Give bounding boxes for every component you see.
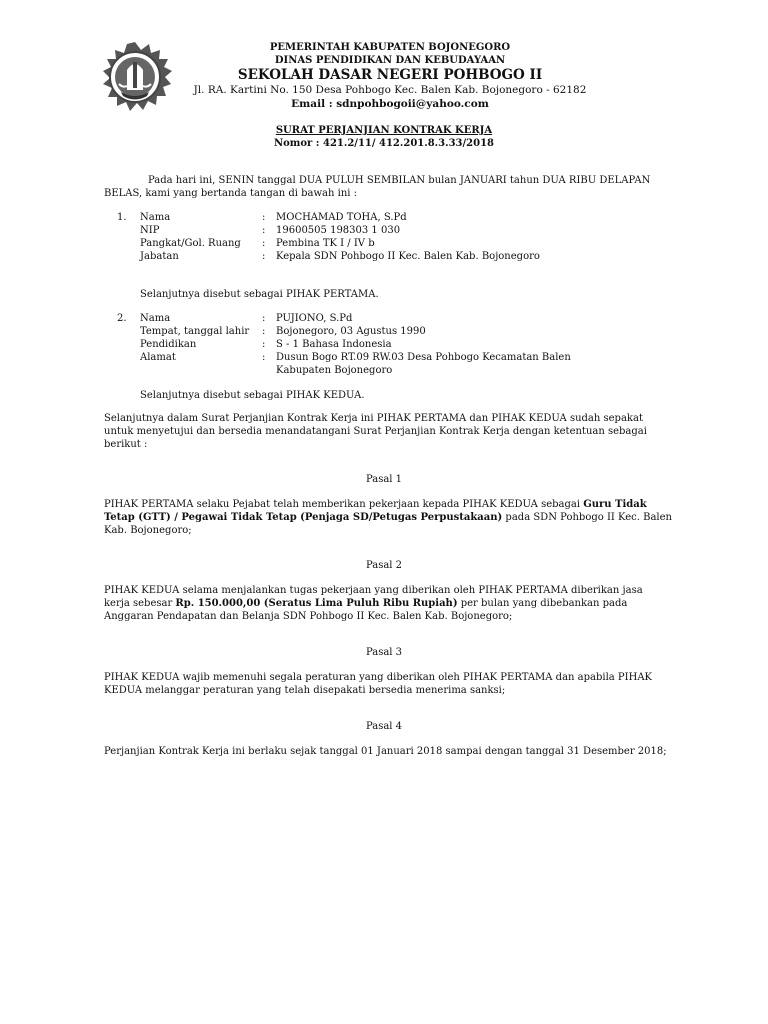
- party1-note: Selanjutnya disebut sebagai PIHAK PERTAMA.: [140, 289, 379, 300]
- party2-value-education: S - 1 Bahasa Indonesia: [276, 339, 392, 350]
- pasal-2-amount: Rp. 150.000,00 (Seratus Lima Puluh Ribu Rupiah): [175, 598, 458, 609]
- pasal-1-bold: Tetap (GTT) / Pegawai Tidak Tetap (Penjaga SD/Petugas Perpustakaan): [104, 512, 503, 523]
- party1-number: 1.: [117, 212, 127, 223]
- pasal-1-line-1: [104, 498, 672, 511]
- pasal-2-title: Pasal 2: [365, 560, 403, 571]
- regency-seal-logo: [97, 40, 173, 116]
- pasal-2-text: kerja sebesar: [104, 598, 176, 609]
- agreement-line-2: untuk menyetujui dan bersedia menandatangani Surat Perjanjian Kontrak Kerja dengan ketentuan sebagai: [104, 426, 647, 437]
- party2-note: Selanjutnya disebut sebagai PIHAK KEDUA.: [140, 390, 365, 401]
- pasal-1-line-3: Kab. Bojonegoro;: [104, 525, 192, 536]
- party1-value-nip: 19600505 198303 1 030: [276, 225, 401, 236]
- intro-line-1: Pada hari ini, SENIN tanggal DUA PULUH SEMBILAN bulan JANUARI tahun DUA RIBU DELAPAN: [148, 175, 651, 186]
- pasal-1-line-2: [104, 511, 672, 524]
- party2-label-address: Alamat: [140, 352, 176, 363]
- document-title: SURAT PERJANJIAN KONTRAK KERJA: [275, 125, 493, 136]
- pasal-4-line-1: Perjanjian Kontrak Kerja ini berlaku sejak tanggal 01 Januari 2018 sampai dengan tanggal 31 Desember 2018;: [104, 746, 667, 757]
- pasal-2-line-1: PIHAK KEDUA selama menjalankan tugas pekerjaan yang diberikan oleh PIHAK PERTAMA diberikan jasa: [104, 585, 643, 596]
- pasal-1-text: PIHAK PERTAMA selaku Pejabat telah memberikan pekerjaan kepada PIHAK KEDUA sebagai: [104, 499, 584, 510]
- pasal-2-line-2: [104, 597, 672, 610]
- party1-label-rank: Pangkat/Gol. Ruang: [140, 238, 241, 249]
- header-address: Jl. RA. Kartini No. 150 Desa Pohbogo Kec. Balen Kab. Bojonegoro - 62182: [193, 84, 587, 96]
- header-department: DINAS PENDIDIKAN DAN KEBUDAYAAN: [274, 55, 506, 66]
- pasal-3-line-2: KEDUA melanggar peraturan yang telah disepakati bersedia menerima sanksi;: [104, 685, 506, 696]
- pasal-1-title: Pasal 1: [365, 474, 403, 485]
- colon: :: [262, 313, 266, 324]
- document-number: Nomor : 421.2/11/ 412.201.8.3.33/2018: [274, 138, 494, 149]
- party1-label-name: Nama: [140, 212, 171, 223]
- party2-label-name: Nama: [140, 313, 171, 324]
- pasal-2-line-3: Anggaran Pendapatan dan Belanja SDN Pohbogo II Kec. Balen Kab. Bojonegoro;: [104, 611, 513, 622]
- header-school-name: SEKOLAH DASAR NEGERI POHBOGO II: [237, 67, 543, 83]
- party2-value-address: Dusun Bogo RT.09 RW.03 Desa Pohbogo Kecamatan Balen: [276, 352, 571, 363]
- intro-line-2: BELAS, kami yang bertanda tangan di bawah ini :: [104, 188, 358, 199]
- colon: :: [262, 212, 266, 223]
- party1-value-rank: Pembina TK I / IV b: [276, 238, 375, 249]
- pasal-3-title: Pasal 3: [365, 647, 403, 658]
- colon: :: [262, 339, 266, 350]
- party2-number: 2.: [117, 313, 127, 324]
- party1-value-name: MOCHAMAD TOHA, S.Pd: [276, 212, 407, 223]
- colon: :: [262, 238, 266, 249]
- party2-label-education: Pendidikan: [140, 339, 197, 350]
- pasal-3-line-1: PIHAK KEDUA wajib memenuhi segala peraturan yang diberikan oleh PIHAK PERTAMA dan apabila PIHAK: [104, 672, 653, 683]
- party2-value-birth: Bojonegoro, 03 Agustus 1990: [276, 326, 426, 337]
- header-email: Email : sdnpohbogoii@yahoo.com: [291, 98, 489, 110]
- agreement-line-3: berikut :: [104, 439, 148, 450]
- party2-value-address-cont: Kabupaten Bojonegoro: [276, 365, 393, 376]
- party1-label-position: Jabatan: [140, 251, 179, 262]
- colon: :: [262, 352, 266, 363]
- party1-label-nip: NIP: [140, 225, 160, 236]
- colon: :: [262, 251, 266, 262]
- party2-value-name: PUJIONO, S.Pd: [276, 313, 353, 324]
- pasal-1-bold: Guru Tidak: [583, 499, 647, 510]
- pasal-2-text: per bulan yang dibebankan pada: [457, 598, 628, 609]
- pasal-1-text: pada SDN Pohbogo II Kec. Balen: [502, 512, 672, 523]
- party2-label-birth: Tempat, tanggal lahir: [140, 326, 250, 337]
- colon: :: [262, 326, 266, 337]
- colon: :: [262, 225, 266, 236]
- party1-value-position: Kepala SDN Pohbogo II Kec. Balen Kab. Bojonegoro: [276, 251, 540, 262]
- pasal-4-title: Pasal 4: [365, 721, 403, 732]
- agreement-line-1: Selanjutnya dalam Surat Perjanjian Kontrak Kerja ini PIHAK PERTAMA dan PIHAK KEDUA sudah sepakat: [104, 413, 643, 424]
- header-government: PEMERINTAH KABUPATEN BOJONEGORO: [269, 42, 511, 53]
